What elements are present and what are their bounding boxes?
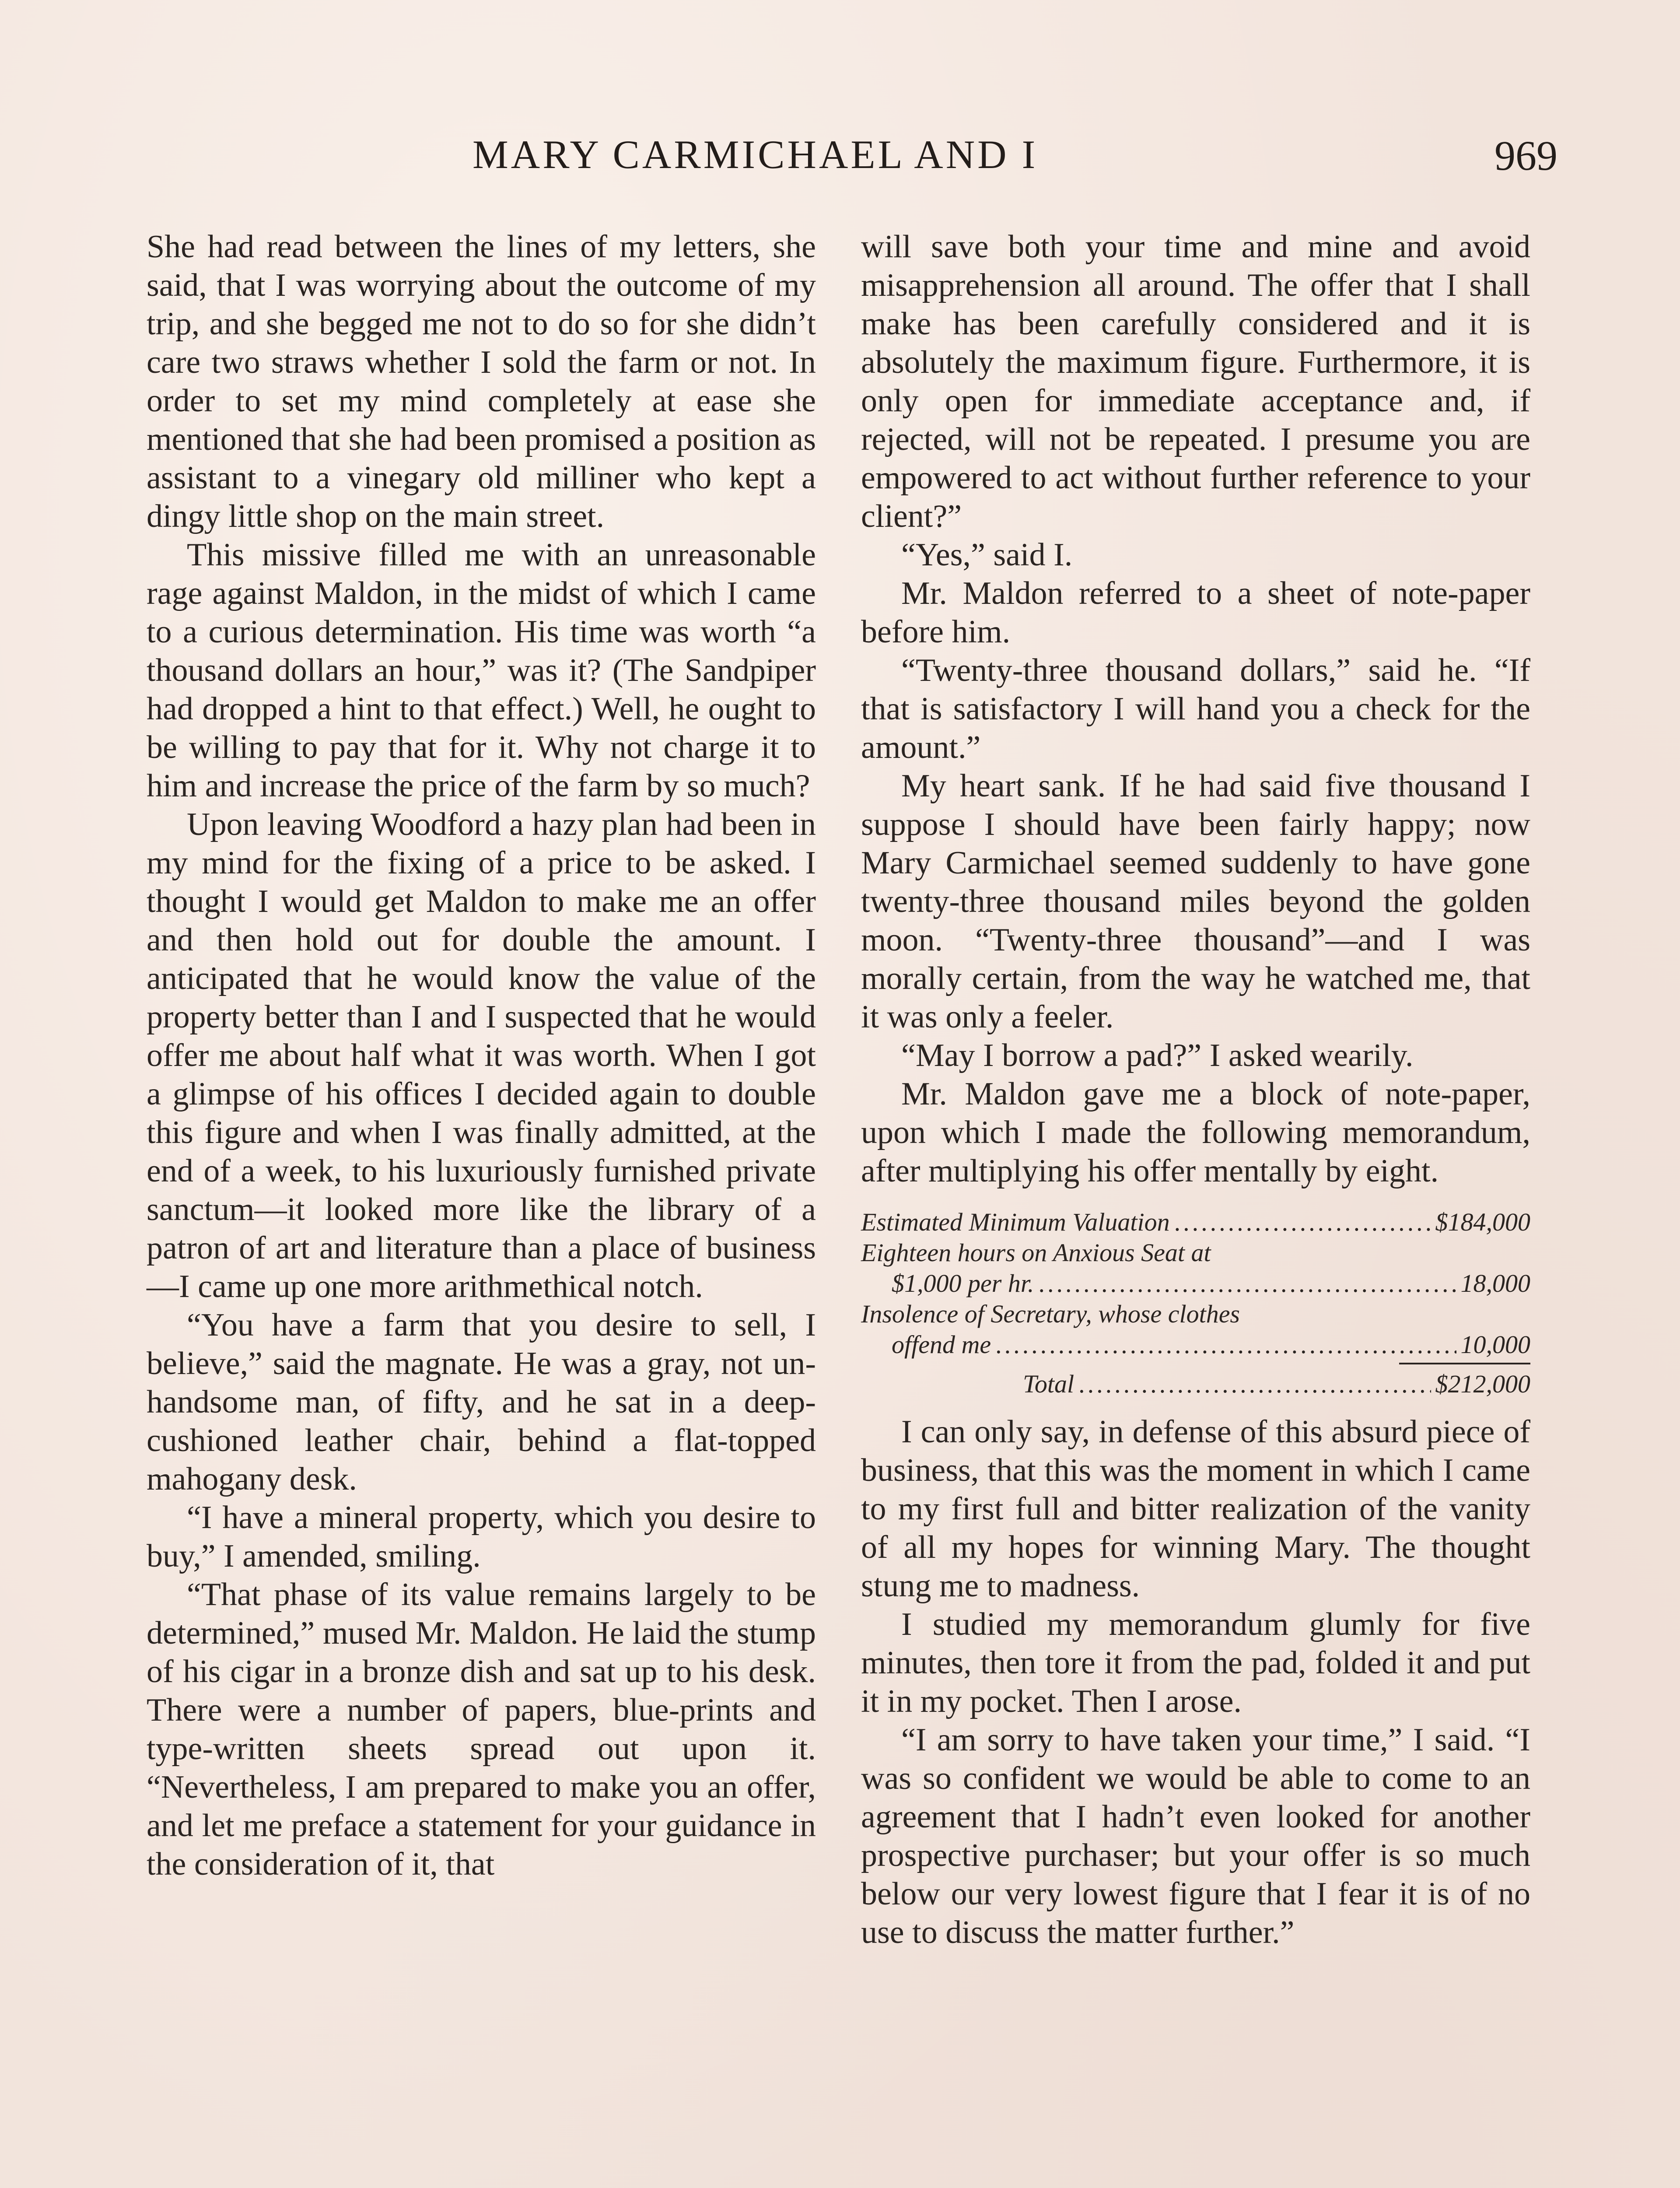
paragraph: “Twenty-three thousand dollars,” said he. “If that is satisfactory I will hand you a check for the amount.” <box>861 652 1530 765</box>
paragraph: I studied my memorandum glumly for five minutes, then tore it from the pad, folded it and put it in my pocket. Then I arose. <box>861 1606 1530 1719</box>
memo-line <box>861 1329 1530 1360</box>
paragraph: will save both your time and mine and avoid misapprehension all around. The offer that I shall make has been carefully considered and it is absolutely the maximum figure. Furthermore, it is only open for immediate acceptance and, if rejected, will not be repeated. I presume you are empowered to act without further reference to your client?” <box>861 229 1530 534</box>
paragraph: My heart sank. If he had said five thousand I suppose I should have been fairly happy; now Mary Carmichael seemed suddenly to have gone twenty-three thousand miles beyond the golden moon. “Twenty-three thousand”—and I was morally certain, from the way he watched me, that it was only a feeler. <box>861 768 1530 1035</box>
leader-dots <box>995 1329 1456 1360</box>
total-rule <box>1399 1363 1530 1364</box>
memo-label: $1,000 per hr. <box>892 1269 1034 1297</box>
memo-line <box>861 1299 1530 1329</box>
running-title: MARY CARMICHAEL AND I <box>472 132 1038 177</box>
paragraph: “Yes,” said I. <box>901 537 1073 573</box>
paragraph: Upon leaving Woodford a hazy plan had been in my mind for the fixing of a price to be asked. I thought I would get Maldon to make me an offer and then hold out for double the amount. I anticipated that he would know the value of the property better than I and I suspected that he would offer me about half what it was worth. When I got a glimpse of his offices I decided again to double this figure and when I was finally admitted, at the end of a week, to his luxuriously furnished private sanctum—it looked more like the library of a patron of art and literature than a place of business—I came up one more arithmethical notch. <box>147 806 816 1304</box>
paragraph: This missive filled me with an unreasonable rage against Maldon, in the midst of which I came to a curious determination. His time was worth “a thousand dollars an hour,” was it? (The Sandpiper had dropped a hint to that effect.) Well, he ought to be willing to pay that for it. Why not charge it to him and increase the price of the farm by so much? <box>147 537 816 804</box>
leader-dots <box>1174 1207 1431 1238</box>
memo-amount: 10,000 <box>1460 1330 1530 1359</box>
paragraph: I can only say, in defense of this absurd piece of business, that this was the moment in which I came to my first full and bitter realization of the vanity of all my hopes for winning Mary. The thought stung me to madness. <box>861 1414 1530 1604</box>
page-header <box>472 131 1558 188</box>
memo-line <box>861 1238 1530 1268</box>
leader-dots <box>1078 1369 1431 1399</box>
memo-total-label: Total <box>1023 1370 1074 1398</box>
paragraph: Mr. Maldon referred to a sheet of note-paper before him. <box>861 575 1530 650</box>
right-column <box>861 228 1530 1952</box>
page-number: 969 <box>1494 132 1558 179</box>
memo-amount: 18,000 <box>1460 1269 1530 1297</box>
leader-dots <box>1038 1268 1456 1299</box>
memo-amount: $184,000 <box>1435 1208 1530 1236</box>
memo-line <box>861 1268 1530 1299</box>
paragraph: “I am sorry to have taken your time,” I said. “I was so confident we would be able to come to an agreement that I hadn’t even looked for another prospective purchaser; but your offer is so much below our very lowest figure that I fear it is of no use to discuss the matter further.” <box>861 1722 1530 1950</box>
paragraph: She had read between the lines of my letters, she said, that I was worrying about the outcome of my trip, and she begged me not to do so for she didn’t care two straws whether I sold the farm or not. In order to set my mind completely at ease she mentioned that she had been promised a position as assistant to a vinegary old milliner who kept a dingy little shop on the main street. <box>147 229 816 534</box>
memo-total-amount: $212,000 <box>1435 1370 1530 1398</box>
memo-label: offend me <box>892 1330 991 1359</box>
memo-total-line <box>861 1369 1530 1399</box>
memo-label: Estimated Minimum Valuation <box>861 1208 1170 1236</box>
paragraph: “May I borrow a pad?” I asked wearily. <box>901 1038 1414 1073</box>
paragraph: “I have a mineral property, which you desire to buy,” I amended, smiling. <box>147 1500 816 1574</box>
paragraph: “You have a farm that you desire to sell, I believe,” said the magnate. He was a gray, not un-handsome man, of fifty, and he sat in a deep-cushioned leather chair, behind a flat-topped mahogany desk. <box>147 1307 816 1497</box>
paragraph: “That phase of its value remains largely to be determined,” mused Mr. Maldon. He laid the stump of his cigar in a bronze dish and sat up to his desk. There were a number of papers, blue-prints and type-written sheets spread out upon it. “Nevertheless, I am prepared to make you an offer, and let me preface a statement for your guidance in the consideration of it, that <box>147 1577 816 1882</box>
memo-line <box>861 1207 1530 1238</box>
left-column <box>147 228 816 1883</box>
memo-label: Eighteen hours on Anxious Seat at <box>861 1238 1211 1267</box>
paragraph: Mr. Maldon gave me a block of note-paper, upon which I made the following memorandum, after multiplying his offer mentally by eight. <box>861 1076 1530 1189</box>
memorandum <box>861 1207 1530 1399</box>
memo-label: Insolence of Secretary, whose clothes <box>861 1300 1240 1328</box>
